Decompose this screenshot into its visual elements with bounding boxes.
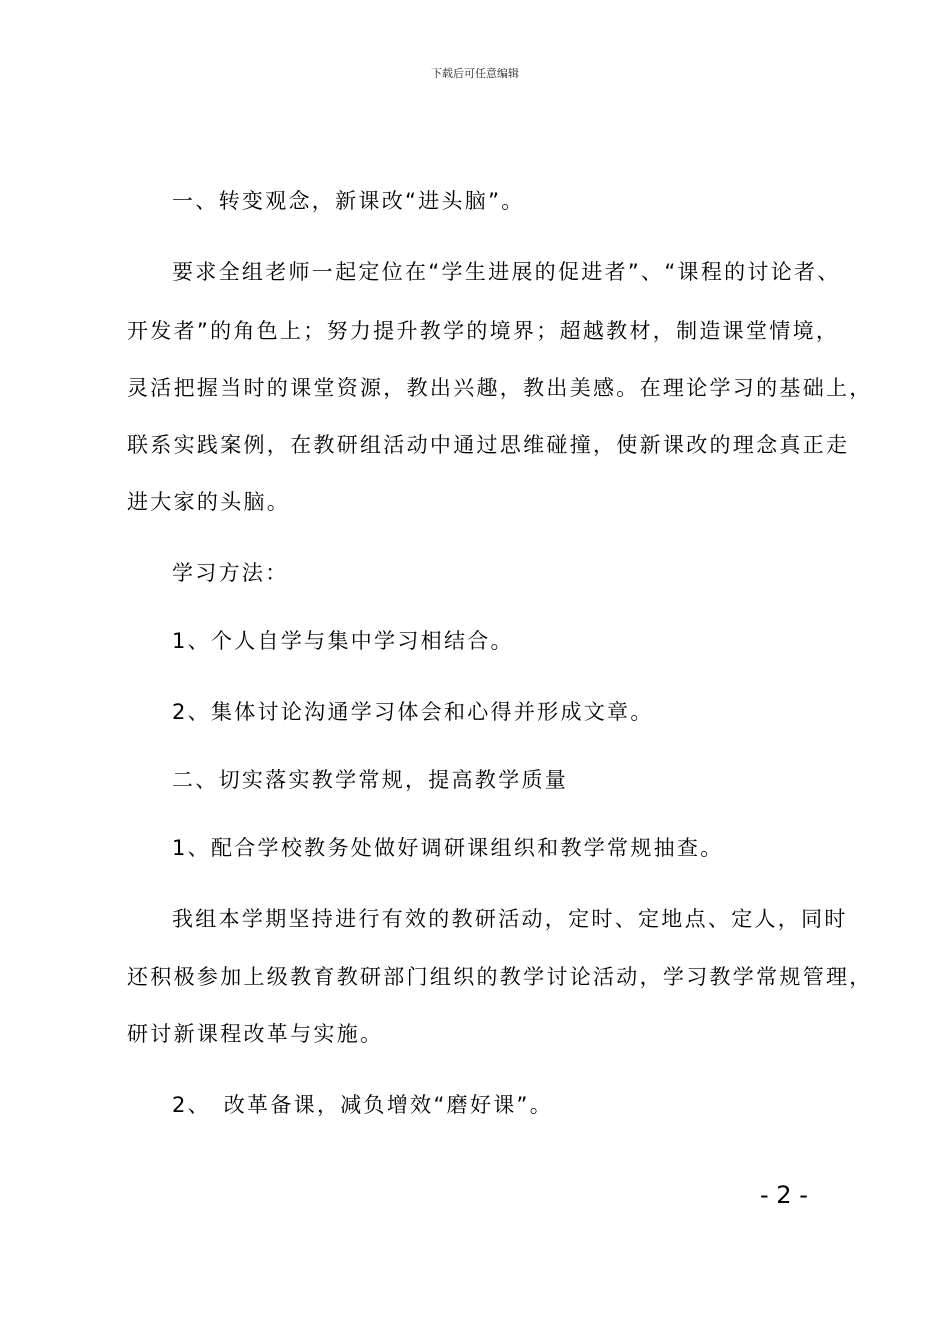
list-item: 2、集体讨论沟通学习体会和心得并形成文章。 (172, 700, 654, 724)
paragraph-line: 我组本学期坚持进行有效的教研活动，定时、定地点、定人，同时 (172, 907, 848, 931)
list-item: 2、 改革备课，减负增效“磨好课”。 (172, 1093, 554, 1117)
subheading-study-method: 学习方法： (172, 561, 289, 585)
section-heading-1: 一、转变观念，新课改“进头脑”。 (172, 189, 525, 213)
list-item: 1、配合学校教务处做好调研课组织和教学常规抽查。 (172, 836, 724, 860)
list-item: 1、个人自学与集中学习相结合。 (172, 629, 514, 653)
paragraph-line: 灵活把握当时的课堂资源，教出兴趣，教出美感。在理论学习的基础上， (127, 376, 873, 400)
page-number: - 2 - (760, 1181, 808, 1209)
paragraph-line: 开发者”的角色上；努力提升教学的境界；超越教材，制造课堂情境， (127, 319, 840, 343)
paragraph-line: 进大家的头脑。 (127, 490, 291, 514)
paragraph-line: 联系实践案例，在教研组活动中通过思维碰撞，使新课改的理念真正走 (127, 433, 850, 457)
section-heading-2: 二、切实落实教学常规，提高教学质量 (172, 768, 569, 792)
paragraph-line: 研讨新课程改革与实施。 (127, 1022, 384, 1046)
header-note: 下载后可任意编辑 (431, 67, 519, 80)
paragraph-line: 还积极参加上级教育教研部门组织的教学讨论活动，学习教学常规管理， (127, 965, 873, 989)
paragraph-line: 要求全组老师一起定位在“学生进展的促进者”、“课程的讨论者、 (172, 260, 841, 284)
